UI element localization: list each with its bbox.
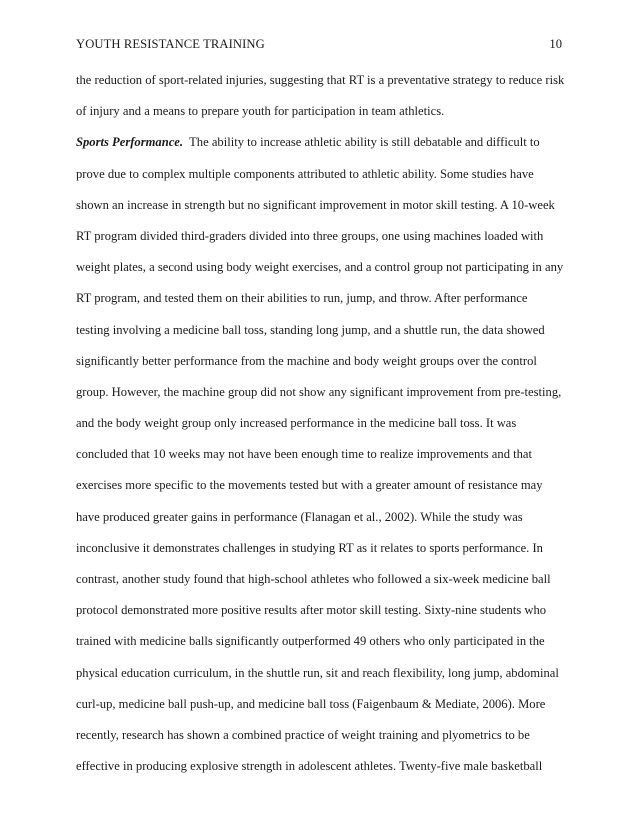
text-line: shown an increase in strength but no significant improvement in motor skill testing. A 10-week <box>76 197 555 212</box>
running-head <box>76 36 562 52</box>
text-line: significantly better performance from the machine and body weight groups over the control <box>76 353 537 368</box>
text-line: exercises more specific to the movements tested but with a greater amount of resistance may <box>76 478 543 493</box>
text-line: physical education curriculum, in the shuttle run, sit and reach flexibility, long jump, abdominal <box>76 665 559 680</box>
text-line: group. However, the machine group did not show any significant improvement from pre-testing, <box>76 384 562 399</box>
text-line: recently, research has shown a combined practice of weight training and plyometrics to be <box>76 727 530 742</box>
text-line: and the body weight group only increased performance in the medicine ball toss. It was <box>76 416 517 431</box>
text-line: weight plates, a second using body weight exercises, and a control group not participating in any <box>76 260 564 275</box>
text-line: testing involving a medicine ball toss, standing long jump, and a shuttle run, the data showed <box>76 322 545 337</box>
running-head-title: YOUTH RESISTANCE TRAINING <box>76 37 265 51</box>
body-text <box>76 70 566 787</box>
text-line-with-heading <box>76 132 566 163</box>
text-line: RT program, and tested them on their abilities to run, jump, and throw. After performance <box>76 291 528 306</box>
text-line: inconclusive it demonstrates challenges in studying RT as it relates to sports performance. In <box>76 540 543 555</box>
text-line: concluded that 10 weeks may not have been enough time to realize improvements and that <box>76 447 533 462</box>
text-line-rest: The ability to increase athletic ability is still debatable and difficult to <box>183 135 540 150</box>
text-line: RT program divided third-graders divided into three groups, one using machines loaded with <box>76 228 544 243</box>
text-line: effective in producing explosive strength in adolescent athletes. Twenty-five male basketball <box>76 759 543 774</box>
text-line: curl-up, medicine ball push-up, and medicine ball toss (Faigenbaum & Mediate, 2006). More <box>76 696 546 711</box>
text-line: contrast, another study found that high-school athletes who followed a six-week medicine ball <box>76 572 551 586</box>
text-line: protocol demonstrated more positive results after motor skill testing. Sixty-nine students who <box>76 603 547 618</box>
page-number: 10 <box>549 37 562 51</box>
text-line: have produced greater gains in performance (Flanagan et al., 2002). While the study was <box>76 509 523 524</box>
text-line: prove due to complex multiple components attributed to athletic ability. Some studies have <box>76 166 534 181</box>
text-line: trained with medicine balls significantly outperformed 49 others who only participated in the <box>76 634 545 649</box>
text-line: of injury and a means to prepare youth for participation in team athletics. <box>76 104 445 119</box>
section-heading: Sports Performance. <box>76 135 184 150</box>
text-line: the reduction of sport-related injuries, suggesting that RT is a preventative strategy to reduce risk <box>76 73 565 87</box>
